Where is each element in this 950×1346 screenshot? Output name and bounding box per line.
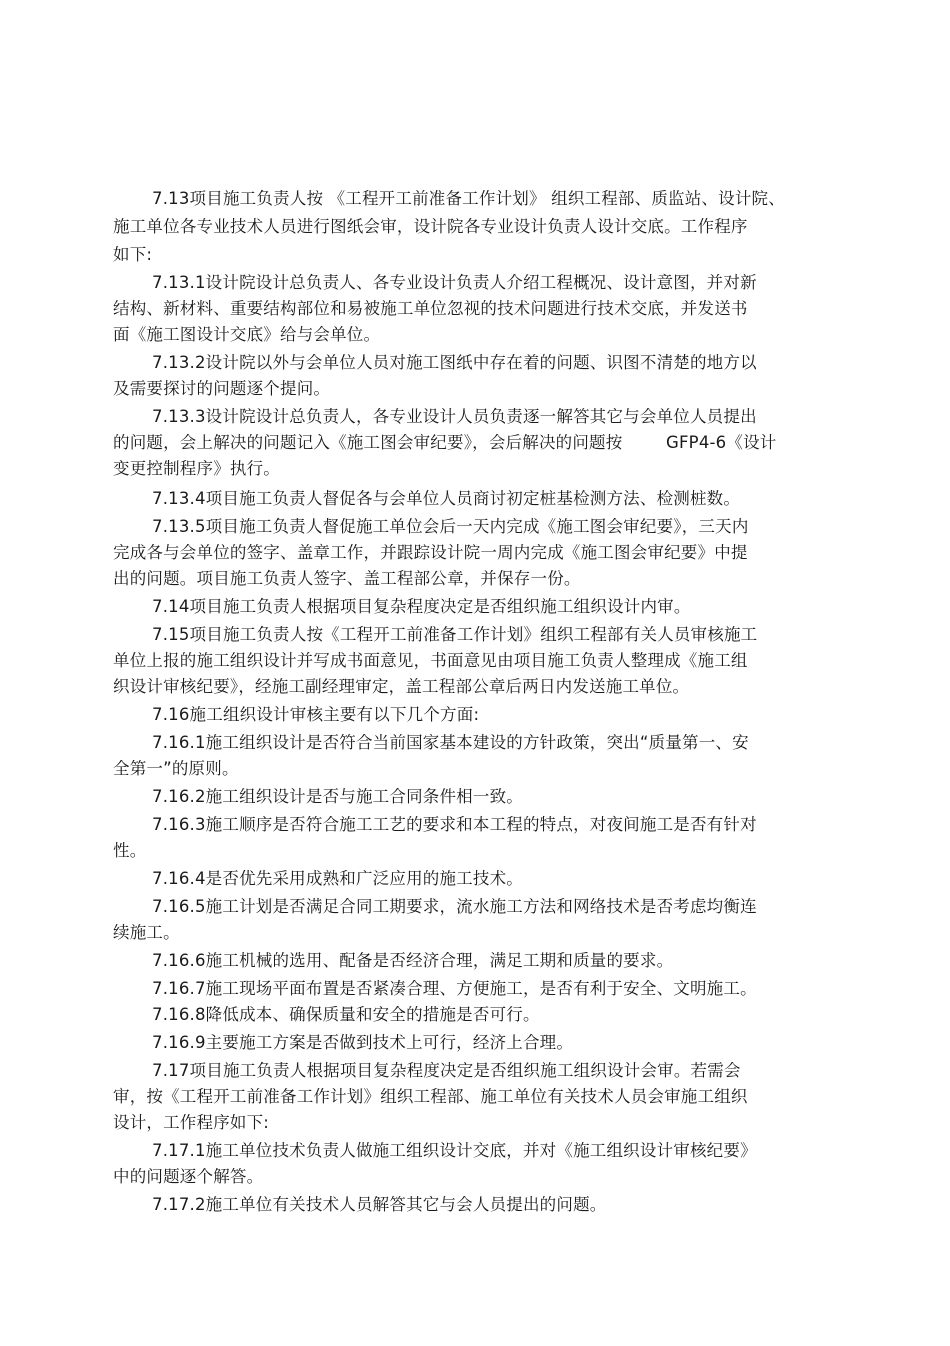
text-line: 7.13.4项目施工负责人督促各与会单位人员商讨初定桩基检测方法、检测桩数。 bbox=[152, 489, 741, 508]
text-line: 7.17.2施工单位有关技术人员解答其它与会人员提出的问题。 bbox=[152, 1195, 607, 1214]
text-line: 7.16.8降低成本、确保质量和安全的措施是否可行。 bbox=[152, 1005, 540, 1024]
text-line: 7.16.9主要施工方案是否做到技术上可行，经济上合理。 bbox=[152, 1033, 574, 1052]
text-line: 7.15项目施工负责人按《工程开工前准备工作计划》组织工程部有关人员审核施工 bbox=[152, 625, 758, 644]
text-line: 设计，工作程序如下: bbox=[113, 1113, 270, 1132]
text-line: 结构、新材料、重要结构部位和易被施工单位忽视的技术问题进行技术交底，并发送书 bbox=[113, 299, 748, 318]
text-line: 7.14项目施工负责人根据项目复杂程度决定是否组织施工组织设计内审。 bbox=[152, 597, 691, 616]
text-line: 如下: bbox=[113, 245, 153, 264]
text-line: 变更控制程序》执行。 bbox=[113, 459, 280, 478]
text-line: 的问题，会上解决的问题记入《施工图会审纪要》，会后解决的问题按 GFP4-6《设计 bbox=[113, 433, 777, 452]
text-line: 7.16施工组织设计审核主要有以下几个方面: bbox=[152, 705, 480, 724]
text-line: 7.17.1施工单位技术负责人做施工组织设计交底，并对《施工组织设计审核纪要》 bbox=[152, 1141, 757, 1160]
text-line: 性。 bbox=[113, 841, 147, 860]
text-line: 7.16.1施工组织设计是否符合当前国家基本建设的方针政策，突出“质量第一、安 bbox=[152, 733, 749, 752]
text-line: 7.16.4是否优先采用成熟和广泛应用的施工技术。 bbox=[152, 869, 523, 888]
text-line: 出的问题。项目施工负责人签字、盖工程部公章，并保存一份。 bbox=[113, 569, 581, 588]
text-line: 完成各与会单位的签字、盖章工作，并跟踪设计院一周内完成《施工图会审纪要》中提 bbox=[113, 543, 748, 562]
text-line: 7.16.2施工组织设计是否与施工合同条件相一致。 bbox=[152, 787, 523, 806]
text-line: 7.13.3设计院设计总负责人，各专业设计人员负责逐一解答其它与会单位人员提出 bbox=[152, 407, 757, 426]
text-line: 面《施工图设计交底》给与会单位。 bbox=[113, 325, 381, 344]
text-line: 7.16.5施工计划是否满足合同工期要求，流水施工方法和网络技术是否考虑均衡连 bbox=[152, 897, 757, 916]
text-line: 7.16.6施工机械的选用、配备是否经济合理，满足工期和质量的要求。 bbox=[152, 951, 674, 970]
text-line: 织设计审核纪要》，经施工副经理审定，盖工程部公章后两日内发送施工单位。 bbox=[113, 677, 690, 696]
text-line: 续施工。 bbox=[113, 923, 180, 942]
text-line: 及需要探讨的问题逐个提问。 bbox=[113, 379, 331, 398]
text-line: 7.13.2设计院以外与会单位人员对施工图纸中存在着的问题、识图不清楚的地方以 bbox=[152, 353, 757, 372]
text-line: 7.13.5项目施工负责人督促施工单位会后一天内完成《施工图会审纪要》，三天内 bbox=[152, 517, 749, 536]
text-line: 全第一”的原则。 bbox=[113, 759, 239, 778]
text-line: 施工单位各专业技术人员进行图纸会审，设计院各专业设计负责人设计交底。工作程序 bbox=[113, 217, 748, 236]
text-line: 7.13项目施工负责人按 《工程开工前准备工作计划》 组织工程部、质监站、设计院、 bbox=[152, 189, 785, 208]
text-line: 审，按《工程开工前准备工作计划》组织工程部、施工单位有关技术人员会审施工组织 bbox=[113, 1087, 748, 1106]
text-line: 7.17项目施工负责人根据项目复杂程度决定是否组织施工组织设计会审。若需会 bbox=[152, 1061, 741, 1080]
text-line: 单位上报的施工组织设计并写成书面意见，书面意见由项目施工负责人整理成《施工组 bbox=[113, 651, 748, 670]
text-line: 中的问题逐个解答。 bbox=[113, 1167, 264, 1186]
text-line: 7.16.7施工现场平面布置是否紧凑合理、方便施工，是否有利于安全、文明施工。 bbox=[152, 979, 757, 998]
text-line: 7.13.1设计院设计总负责人、各专业设计负责人介绍工程概况、设计意图，并对新 bbox=[152, 273, 757, 292]
text-line: 7.16.3施工顺序是否符合施工工艺的要求和本工程的特点，对夜间施工是否有针对 bbox=[152, 815, 757, 834]
